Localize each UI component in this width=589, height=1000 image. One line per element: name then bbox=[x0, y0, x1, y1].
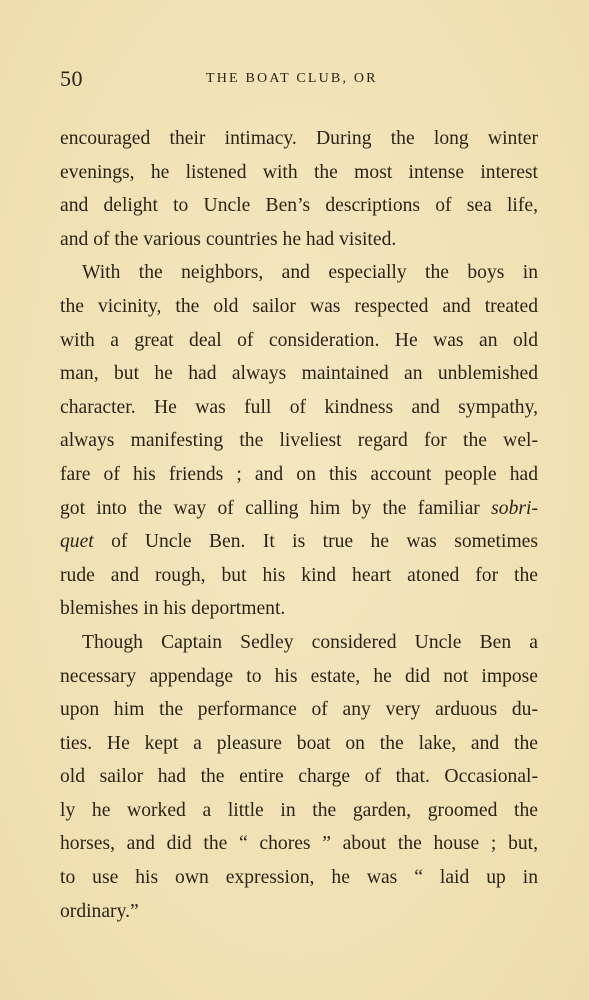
page-number: 50 bbox=[60, 66, 83, 91]
body-text bbox=[60, 122, 538, 928]
text-line-with-italic bbox=[60, 492, 538, 526]
text-line: Though Captain Sedley considered Uncle Ben a bbox=[82, 631, 538, 653]
text-line: horses, and did the “ chores ” about the house ; but, bbox=[60, 833, 538, 855]
text-line: evenings, he listened with the most intense interest bbox=[60, 161, 538, 183]
text-line: always manifesting the liveliest regard for the wel- bbox=[60, 430, 538, 452]
text-line: ordinary.” bbox=[60, 900, 139, 922]
paragraph-1 bbox=[60, 122, 538, 256]
text-line: ly he worked a little in the garden, groomed the bbox=[60, 799, 538, 821]
text-line: and delight to Uncle Ben’s descriptions of sea life, bbox=[60, 195, 538, 217]
italic-word: quet bbox=[60, 531, 94, 553]
running-head bbox=[60, 66, 538, 92]
text-line: blemishes in his deportment. bbox=[60, 598, 286, 620]
text-line: necessary appendage to his estate, he did not impose bbox=[60, 665, 538, 687]
text-line: With the neighbors, and especially the boys in bbox=[82, 262, 538, 284]
text-line: upon him the performance of any very arduous du- bbox=[60, 699, 538, 721]
text-line: old sailor had the entire charge of that. Occasional- bbox=[60, 766, 538, 788]
text-segment: of Uncle Ben. It is true he was sometimes bbox=[111, 531, 539, 553]
text-line: with a great deal of consideration. He was an old bbox=[60, 329, 538, 351]
italic-word: sobri- bbox=[491, 497, 538, 519]
text-line: rude and rough, but his kind heart atoned for the bbox=[60, 564, 538, 586]
paragraph-3 bbox=[60, 626, 538, 928]
text-line: encouraged their intimacy. During the long winter bbox=[60, 128, 538, 149]
text-line: character. He was full of kindness and sympathy, bbox=[60, 396, 538, 418]
text-line: fare of his friends ; and on this account people had bbox=[60, 463, 538, 485]
running-title: THE BOAT CLUB, OR bbox=[206, 71, 378, 86]
paragraph-2 bbox=[60, 256, 538, 626]
text-line: ties. He kept a pleasure boat on the lake, and the bbox=[60, 732, 538, 754]
text-line-with-italic bbox=[60, 525, 538, 559]
text-line: the vicinity, the old sailor was respected and treated bbox=[60, 295, 538, 317]
text-segment: got into the way of calling him by the familiar bbox=[60, 497, 480, 519]
text-line: to use his own expression, he was “ laid up in bbox=[60, 867, 538, 889]
text-line: man, but he had always maintained an unblemished bbox=[60, 363, 538, 385]
text-line: and of the various countries he had visited. bbox=[60, 228, 397, 250]
